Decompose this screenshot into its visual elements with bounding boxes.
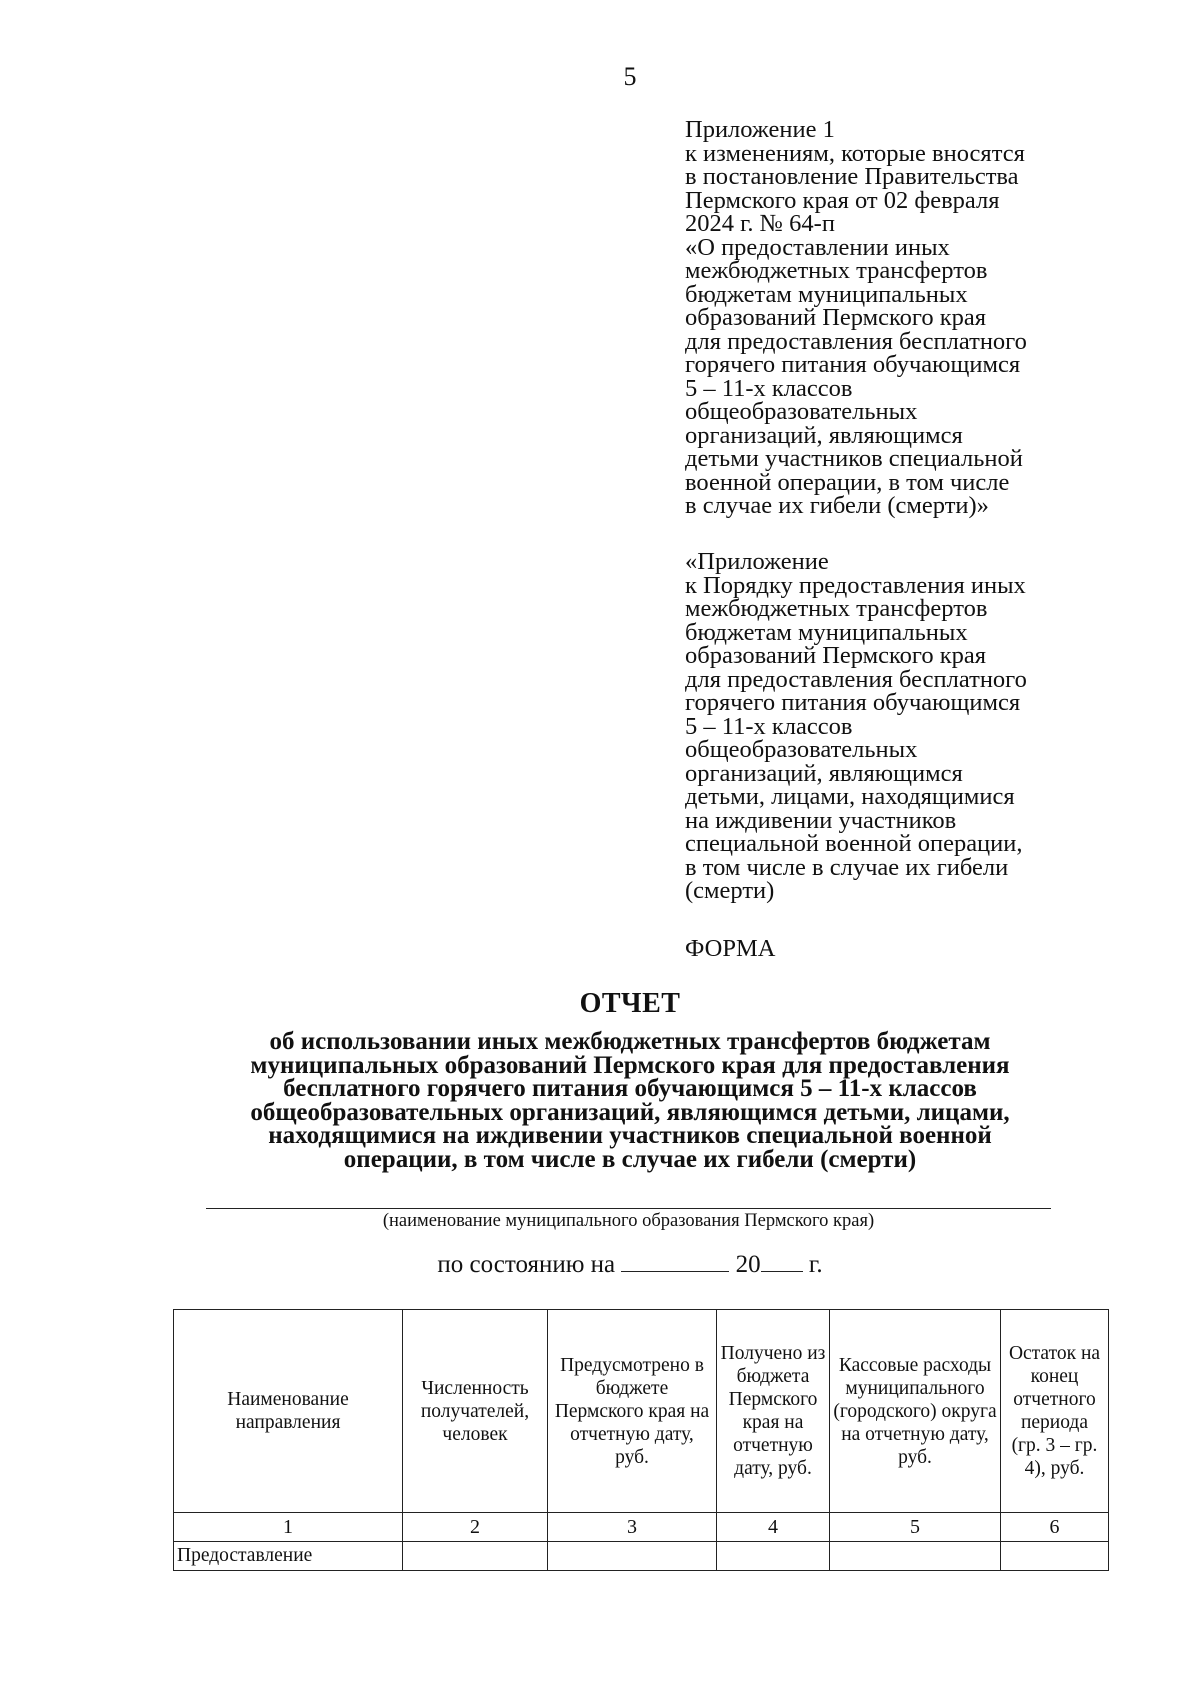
report-subtitle-line: операции, в том числе в случае их гибели (смерти) <box>343 1145 917 1173</box>
appendix-1-line: бюджетам муниципальных <box>685 280 968 308</box>
appendix-2-line: бюджетам муниципальных <box>685 618 968 646</box>
column-number: 1 <box>174 1513 403 1542</box>
appendix-2-heading <box>685 550 1105 903</box>
appendix-2-line: 5 – 11-х классов <box>685 712 853 740</box>
appendix-2-line: (смерти) <box>685 877 775 904</box>
header-direction: Наименование направления <box>174 1310 403 1513</box>
table-header-row <box>174 1310 1109 1513</box>
as-of-date-line <box>0 1249 1200 1279</box>
date-blank <box>621 1249 729 1272</box>
report-table <box>173 1309 1109 1571</box>
appendix-2-line: специальной военной операции, <box>685 830 1023 857</box>
appendix-1-line: организаций, являющимся <box>685 421 963 449</box>
appendix-2-line: межбюджетных трансфертов <box>685 595 988 622</box>
column-number-row <box>174 1513 1109 1542</box>
table-cell-direction: Предоставление <box>174 1542 403 1571</box>
appendix-2-line: на иждивении участников <box>685 806 957 834</box>
appendix-1-line: военной операции, в том числе <box>685 468 1010 496</box>
page-number: 5 <box>623 62 637 91</box>
table-cell <box>1001 1542 1109 1571</box>
header-planned: Предусмотрено в бюджете Пермского края на отчетную дату, руб. <box>548 1310 717 1513</box>
appendix-2-line: в том числе в случае их гибели <box>685 853 1009 881</box>
appendix-2-line: к Порядку предоставления иных <box>685 571 1026 599</box>
appendix-1-line: «О предоставлении иных <box>685 233 950 261</box>
appendix-2-line: общеобразовательных <box>685 736 918 763</box>
column-number: 6 <box>1001 1513 1109 1542</box>
appendix-1-line: Приложение 1 <box>685 116 835 143</box>
header-recipients: Численность получателей, человек <box>403 1310 548 1513</box>
column-number: 2 <box>403 1513 548 1542</box>
appendix-2-line: для предоставления бесплатного <box>685 665 1027 693</box>
appendix-1-line: общеобразовательных <box>685 398 918 425</box>
appendix-1-line: в постановление Правительства <box>685 163 1019 190</box>
appendix-1-line: горячего питания обучающимся <box>685 351 1021 378</box>
column-number: 5 <box>830 1513 1001 1542</box>
appendix-2-line: образований Пермского края <box>685 642 987 669</box>
as-of-prefix: по состоянию на <box>437 1251 616 1278</box>
table-cell <box>717 1542 830 1571</box>
appendix-1-heading <box>685 118 1105 518</box>
appendix-1-line: к изменениям, которые вносятся <box>685 139 1025 167</box>
header-received: Получено из бюджета Пермского края на отчетную дату, руб. <box>717 1310 830 1513</box>
appendix-2-line: детьми, лицами, находящимися <box>685 783 1015 810</box>
appendix-1-line: 2024 г. № 64-п <box>685 210 835 237</box>
table-cell <box>403 1542 548 1571</box>
appendix-1-line: 5 – 11-х классов <box>685 374 853 402</box>
table-cell <box>548 1542 717 1571</box>
appendix-1-line: детьми участников специальной <box>685 445 1023 472</box>
year-blank <box>761 1249 803 1272</box>
header-expenses: Кассовые расходы муниципального (городского) округа на отчетную дату, руб. <box>830 1310 1001 1513</box>
report-title: ОТЧЕТ <box>579 988 681 1019</box>
column-number: 3 <box>548 1513 717 1542</box>
appendix-2-line: организаций, являющимся <box>685 759 963 787</box>
report-subtitle-line: муниципальных образований Пермского края для предоставления <box>250 1051 1010 1079</box>
as-of-suffix: г. <box>808 1251 823 1278</box>
report-subtitle <box>180 1030 1080 1171</box>
municipality-caption: (наименование муниципального образования Пермского края) <box>382 1211 875 1231</box>
appendix-1-line: межбюджетных трансфертов <box>685 257 988 284</box>
appendix-1-line: в случае их гибели (смерти)» <box>685 492 989 519</box>
table-row <box>174 1542 1109 1571</box>
report-subtitle-line: об использовании иных межбюджетных трансфертов бюджетам <box>269 1028 991 1055</box>
table-cell <box>830 1542 1001 1571</box>
appendix-2-line: горячего питания обучающимся <box>685 689 1021 716</box>
municipality-name-line <box>206 1208 1051 1209</box>
appendix-2-line: «Приложение <box>685 548 829 575</box>
report-subtitle-line: бесплатного горячего питания обучающимся 5 – 11-х классов <box>283 1075 977 1102</box>
report-subtitle-line: общеобразовательных организаций, являющимся детьми, лицами, <box>250 1098 1010 1126</box>
form-label: ФОРМА <box>685 935 776 962</box>
header-balance: Остаток на конец отчетного периода (гр. 3 – гр. 4), руб. <box>1001 1310 1109 1513</box>
appendix-1-line: для предоставления бесплатного <box>685 327 1027 355</box>
appendix-1-line: образований Пермского края <box>685 304 987 331</box>
as-of-year-prefix: 20 <box>735 1251 761 1278</box>
report-subtitle-line: находящимися на иждивении участников специальной военной <box>268 1122 992 1149</box>
appendix-1-line: Пермского края от 02 февраля <box>685 186 1000 214</box>
column-number: 4 <box>717 1513 830 1542</box>
